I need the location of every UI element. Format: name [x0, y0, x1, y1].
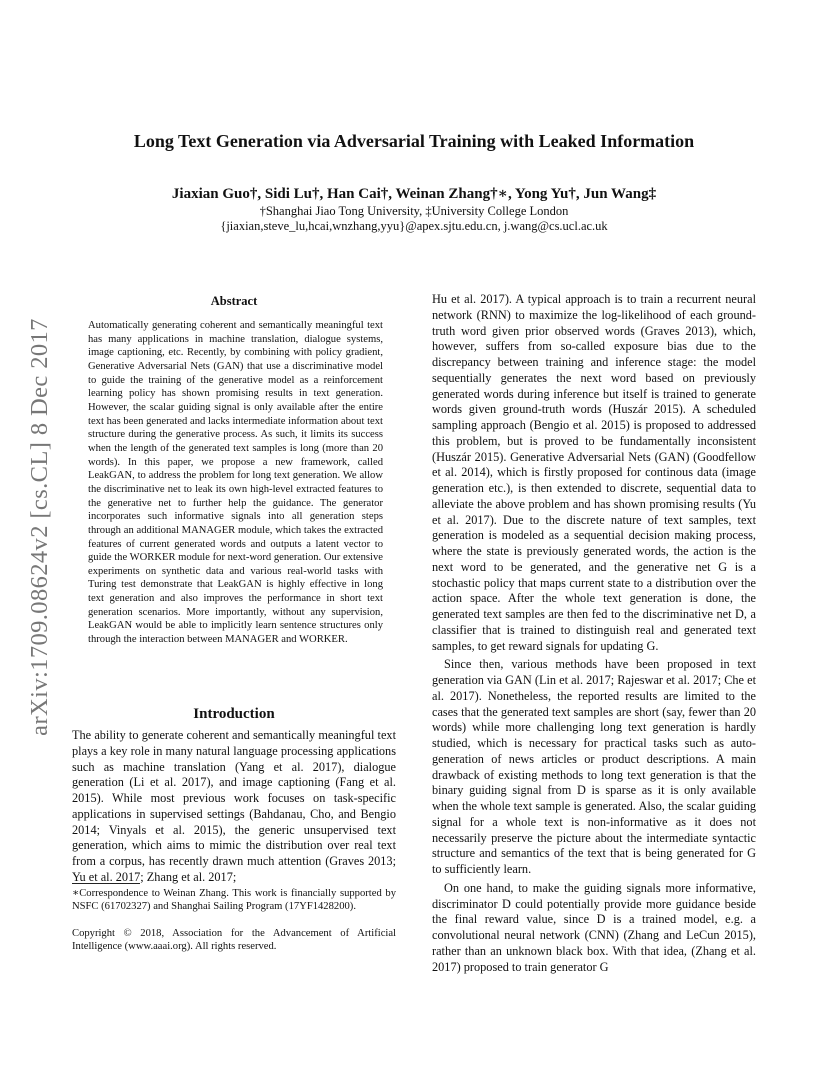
paper-title: Long Text Generation via Adversarial Training with Leaked Information	[133, 131, 695, 151]
arxiv-identifier-sidebar	[22, 296, 58, 758]
abstract-text: Automatically generating coherent and semantically meaningful text has many applications in machine translation, dialogue systems, image captioning, etc. Recently, by combining with policy gradient, Generative Adversarial Nets (GAN) that use a discriminative model to guide the training of the generative model as a reinforcement learning policy has shown promising results in text generation. However, the scalar guiding signal is only available after the entire text has been generated and lacks intermediate information about text structure during the generative process. As such, it limits its success when the length of the generated text samples is long (more than 20 words). In this paper, we propose a new framework, called LeakGAN, to address the problem for long text generation. We allow the discriminative net to leak its own high-level extracted features to the generative net to further help the guidance. The generator incorporates such informative signals into all generation steps through an additional MANAGER module, which takes the extracted features of current generated words and outputs a latent vector to guide the WORKER module for next-word generation. Our extensive experiments on synthetic data and various real-world tasks with Turing test demonstrate that LeakGAN is highly effective in long text generation and also improves the performance in short text generation scenarios. More importantly, without any supervision, LeakGAN would be able to implicitly learn sentence structures only through the interaction between MANAGER and WORKER.	[88, 320, 383, 646]
right-column	[432, 292, 756, 975]
affiliations: †Shanghai Jiao Tong University, ‡University College London	[259, 204, 569, 218]
footnote-rule	[72, 883, 140, 884]
right-paragraph-2: Since then, various methods have been proposed in text generation via GAN (Lin et al. 2017; Rajeswar et al. 2017; Che et al. 2017). Nonetheless, the reported results are limited to the cases that the generated text samples are short (say, fewer than 20 words) while more challenging long text generation is hardly studied, which is necessary for practical tasks such as auto-generation of news articles or product descriptions. A main drawback of existing methods to long text generation is that the binary guiding signal from D is sparse as it is only available when the whole text sample is generated. Also, the scalar guiding signal for a whole text is non-informative as it does not necessarily preserve the picture about the intermediate syntactic structure and semantics of the text that is being generated for G to sufficiently learn.	[432, 657, 756, 876]
right-paragraph-3: On one hand, to make the guiding signals more informative, discriminator D could potentially provide more guidance beside the final reward value, since D is a trained model, e.g. a convolutional neural network (CNN) (Zhang and LeCun 2015), rather than an unknown black box. With that idea, (Zhang et al. 2017) proposed to train generator G	[432, 880, 756, 974]
copyright-notice: Copyright © 2018, Association for the Advancement of Artificial Intelligence (www.aaai.org). All rights reserved.	[72, 928, 396, 953]
right-paragraph-1: Hu et al. 2017). A typical approach is to train a recurrent neural network (RNN) to maximize the log-likelihood of each ground-truth word given prior observed words (Graves 2013), which, however, suffers from so-called exposure bias due to the discrepancy between training and inference stage: the model sequentially generates the next word based on previously generated words during inference but itself is trained to generate words given ground-truth words (Huszár 2015). A scheduled sampling approach (Bengio et al. 2015) is proposed to addressed this problem, but is proved to be fundamentally inconsistent (Huszár 2015). Generative Adversarial Nets (GAN) (Goodfellow et al. 2014), which is firstly proposed for continous data (image generation etc.), is then extended to discrete, sequential data to alleviate the above problem and has shown promising results (Yu et al. 2017). Due to the discrete nature of text samples, text generation is modeled as a sequential decision making process, where the state is previously generated words, the action is the next word to be generated, and the generative net G is a stochastic policy that maps current state to a distribution over the action space. After the whole text generation is done, the generated text samples are then fed to the discriminative net D, a classifier that is trained to distinguish real and generated text samples, to get reward signals for updating G.	[432, 292, 756, 653]
author-emails: {jiaxian,steve_lu,hcai,wnzhang,yyu}@apex.sjtu.edu.cn, j.wang@cs.ucl.ac.uk	[220, 219, 608, 233]
abstract-heading: Abstract	[210, 294, 258, 308]
introduction-paragraph: The ability to generate coherent and semantically meaningful text plays a key role in many natural language processing applications such as machine translation (Yang et al. 2017), dialogue generation (Li et al. 2017), and image captioning (Fang et al. 2015). While most previous work focuses on task-specific applications in supervised settings (Bahdanau, Cho, and Bengio 2014; Vinyals et al. 2015), the generic unsupervised text generation, which aims to mimic the distribution over real text from a corpus, has recently drawn much attention (Graves 2013; Yu et al. 2017; Zhang et al. 2017;	[72, 728, 396, 884]
author-list: Jiaxian Guo†, Sidi Lu†, Han Cai†, Weinan Zhang†∗, Yong Yu†, Jun Wang‡	[171, 186, 657, 202]
introduction-heading: Introduction	[193, 706, 275, 722]
correspondence-footnote: ∗Correspondence to Weinan Zhang. This work is financially supported by NSFC (61702327) and Shanghai Sailing Program (17YF1428200).	[72, 888, 396, 913]
arxiv-identifier: arXiv:1709.08624v2 [cs.CL] 8 Dec 2017	[26, 318, 53, 736]
